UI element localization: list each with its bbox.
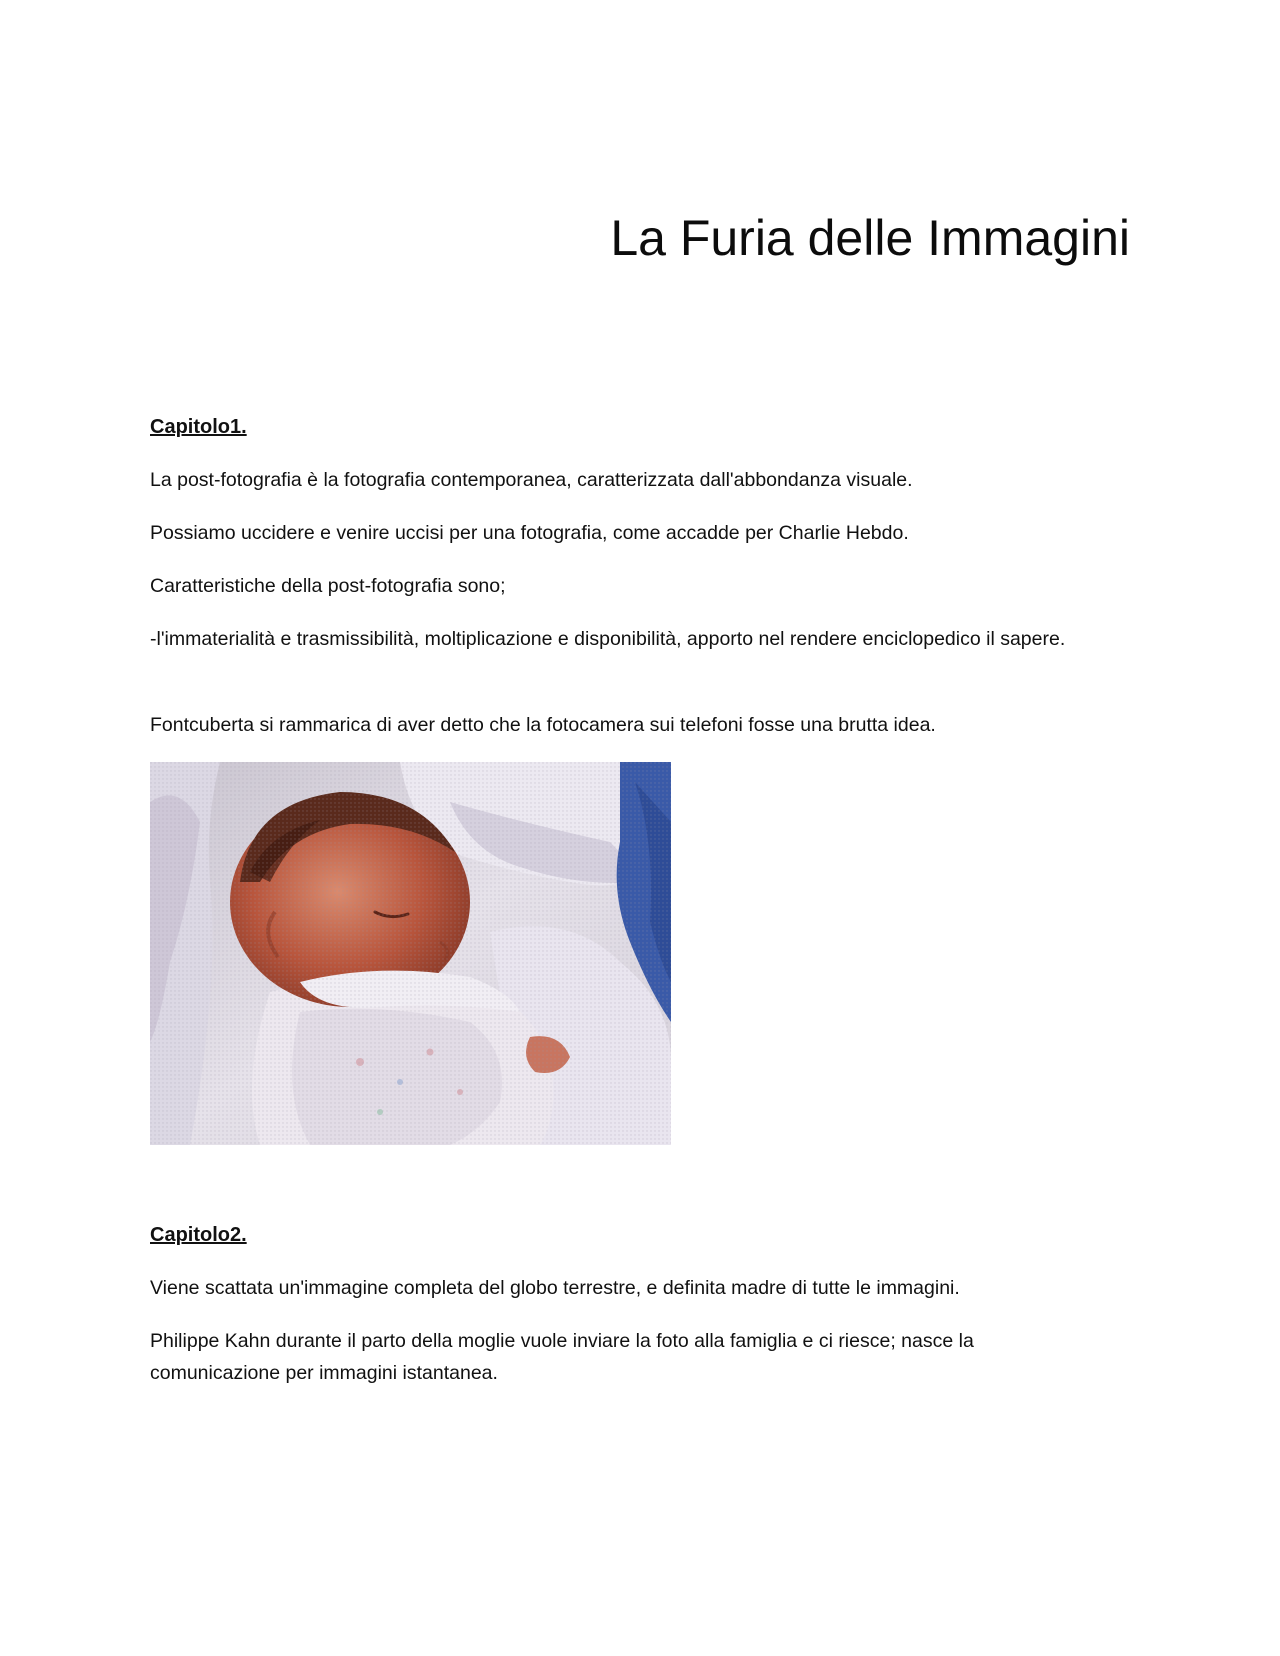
page-title: La Furia delle Immagini bbox=[610, 210, 1130, 266]
newborn-baby-photo bbox=[150, 762, 671, 1145]
photo-illustration bbox=[150, 762, 671, 1145]
chapter1-paragraph-5: Fontcuberta si rammarica di aver detto che la fotocamera sui telefoni fosse una brutta idea. bbox=[150, 714, 936, 736]
chapter1-paragraph-2: Possiamo uccidere e venire uccisi per una fotografia, come accadde per Charlie Hebdo. bbox=[150, 522, 909, 544]
chapter1-heading: Capitolo1. bbox=[150, 416, 247, 438]
chapter2-paragraph-1: Viene scattata un'immagine completa del globo terrestre, e definita madre di tutte le immagini. bbox=[150, 1277, 960, 1299]
chapter1-paragraph-1: La post-fotografia è la fotografia contemporanea, caratterizzata dall'abbondanza visuale. bbox=[150, 469, 913, 491]
chapter1-paragraph-3: Caratteristiche della post-fotografia sono; bbox=[150, 575, 506, 597]
chapter2-paragraph-2: Philippe Kahn durante il parto della moglie vuole inviare la foto alla famiglia e ci riesce; nasce la comunicazione per immagini istantanea. bbox=[150, 1330, 974, 1384]
chapter1-paragraph-4: -l'immaterialità e trasmissibilità, moltiplicazione e disponibilità, apporto nel rendere enciclopedico il sapere. bbox=[150, 628, 1066, 650]
chapter2-heading: Capitolo2. bbox=[150, 1224, 247, 1246]
